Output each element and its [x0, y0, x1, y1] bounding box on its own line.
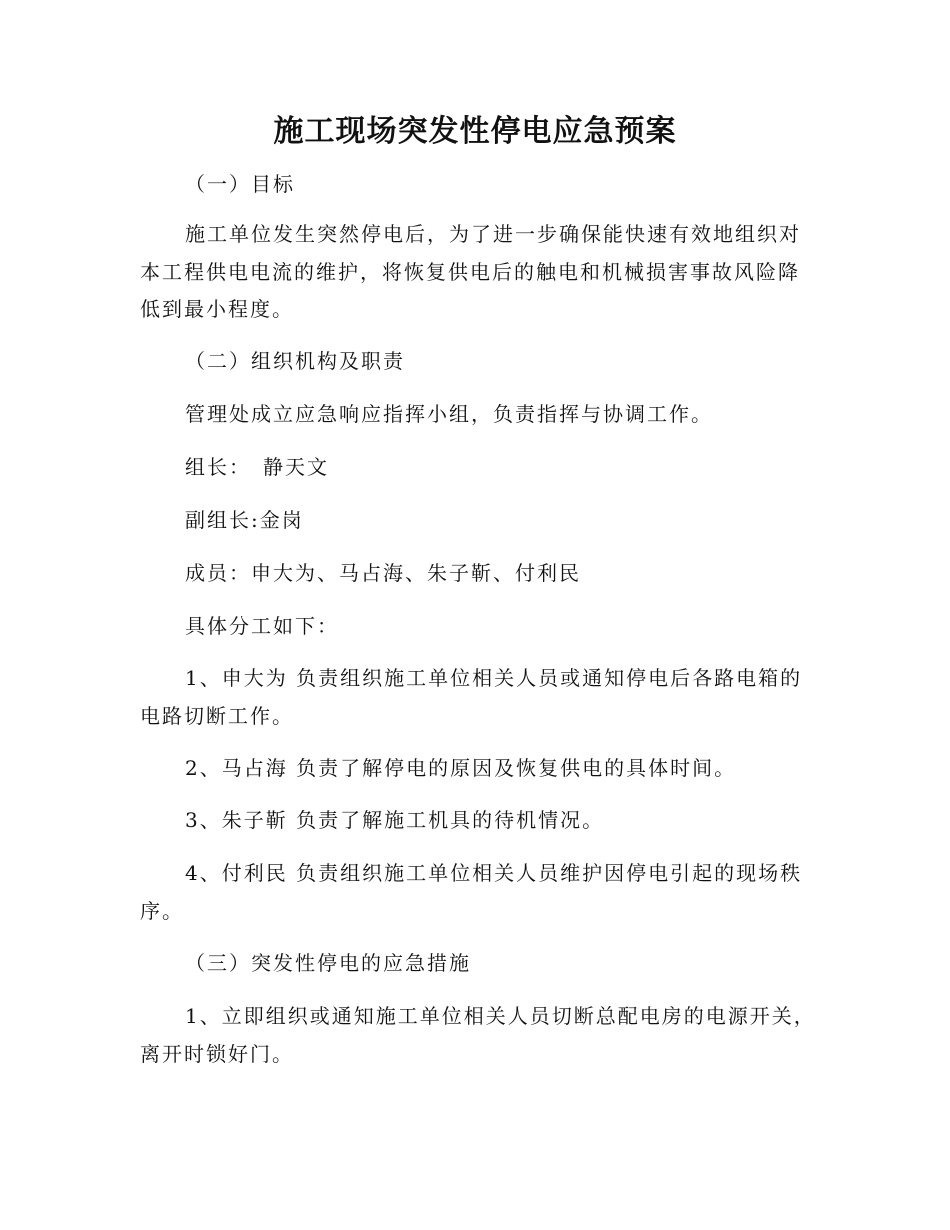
division-intro-line: 具体分工如下： [185, 614, 339, 638]
measure-item-1-line-2: 离开时锁好门。 [140, 1042, 294, 1066]
duty-item-1-line-2: 电路切断工作。 [140, 704, 294, 728]
section-heading-goal: （一）目标 [185, 172, 295, 196]
duty-item-3: 3、朱子靳 负责了解施工机具的待机情况。 [185, 808, 605, 832]
paragraph-goal-line-3: 低到最小程度。 [140, 297, 294, 321]
duty-item-4-line-2: 序。 [140, 899, 184, 923]
section-heading-organization: （二）组织机构及职责 [185, 349, 405, 373]
members-line: 成员：申大为、马占海、朱子靳、付利民 [185, 561, 581, 585]
paragraph-organization: 管理处成立应急响应指挥小组，负责指挥与协调工作。 [185, 402, 713, 426]
measure-item-1-line-1: 1、立即组织或通知施工单位相关人员切断总配电房的电源开关， [185, 1004, 816, 1028]
deputy-leader-line: 副组长:金岗 [185, 508, 304, 532]
duty-item-4-line-1: 4、付利民 负责组织施工单位相关人员维护因停电引起的现场秩 [185, 861, 803, 885]
paragraph-goal-line-2: 本工程供电电流的维护，将恢复供电后的触电和机械损害事故风险降 [140, 260, 800, 284]
duty-item-2: 2、马占海 负责了解停电的原因及恢复供电的具体时间。 [185, 756, 737, 780]
paragraph-goal-line-1: 施工单位发生突然停电后，为了进一步确保能快速有效地组织对 [185, 222, 801, 246]
document-title: 施工现场突发性停电应急预案 [273, 114, 677, 149]
leader-line: 组长： 静天文 [185, 455, 329, 479]
section-heading-measures: （三）突发性停电的应急措施 [185, 951, 471, 975]
duty-item-1-line-1: 1、申大为 负责组织施工单位相关人员或通知停电后各路电箱的 [185, 666, 803, 690]
